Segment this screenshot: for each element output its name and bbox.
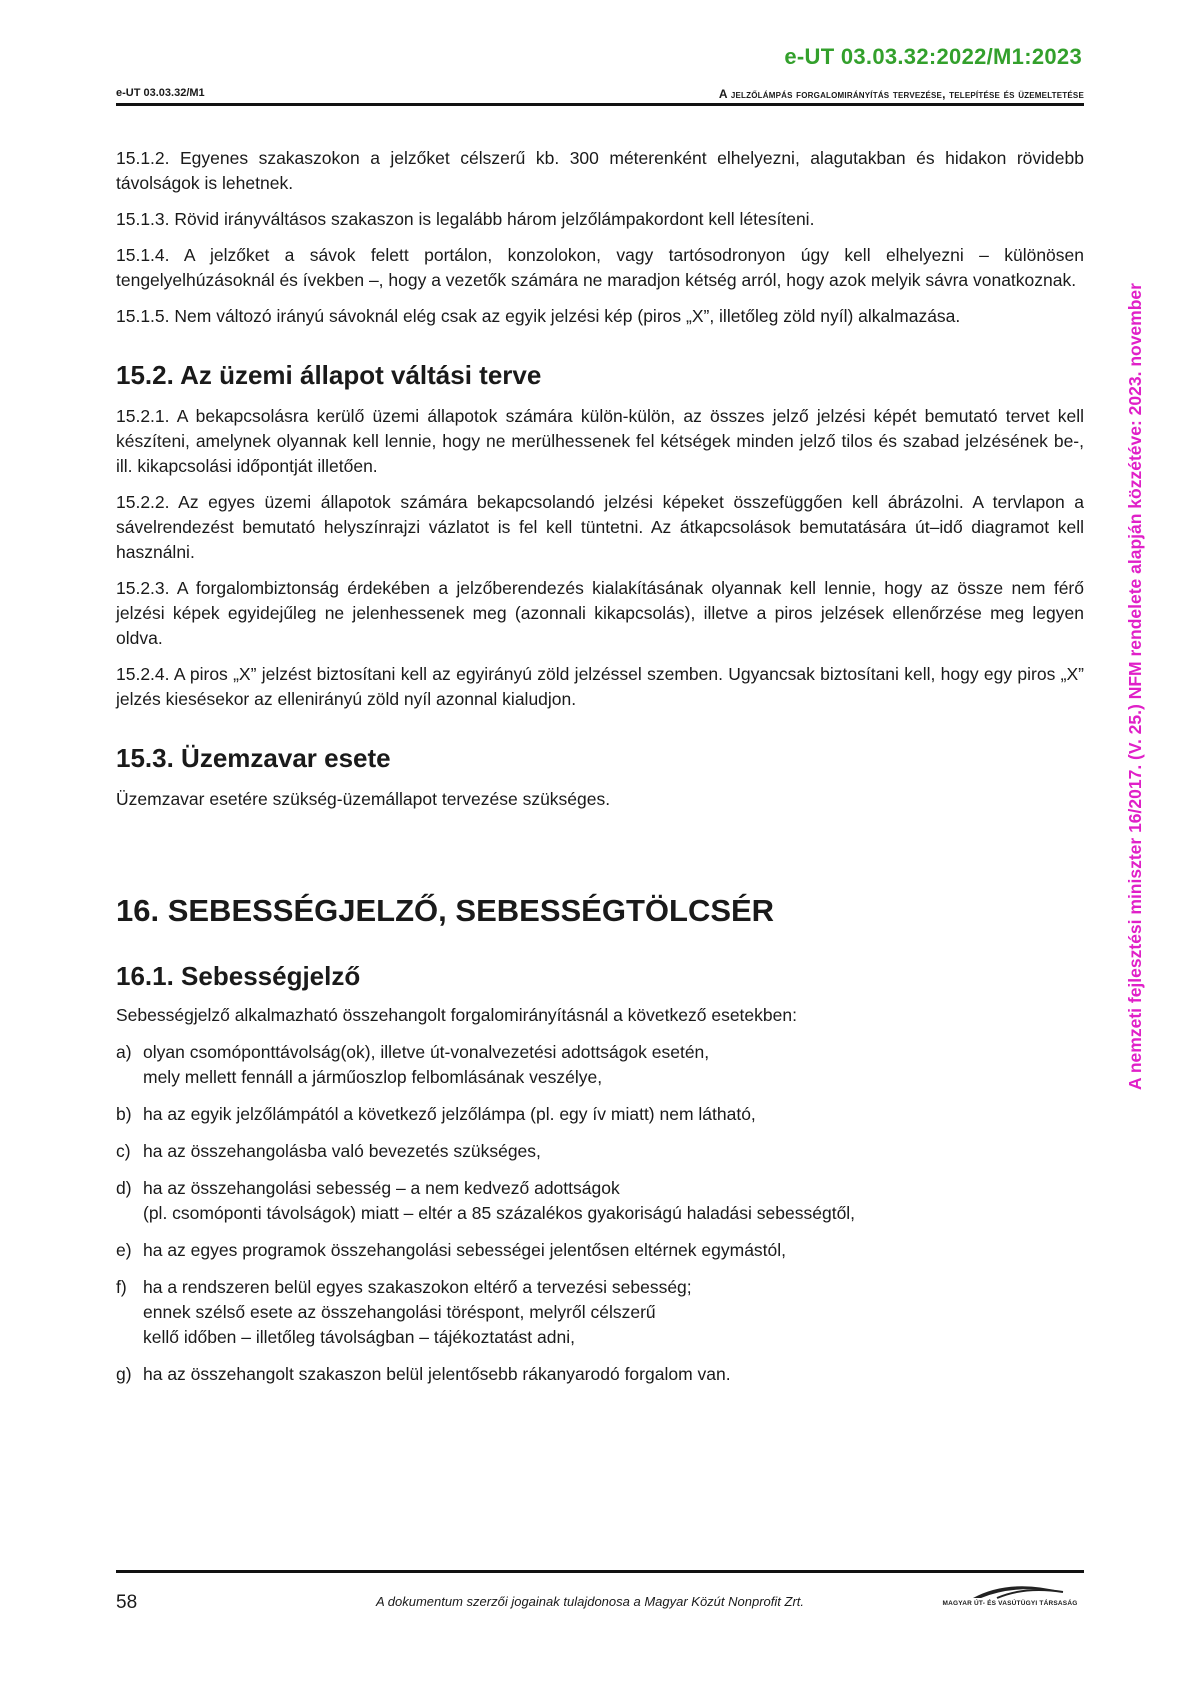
heading-16: 16. SEBESSÉGJELZŐ, SEBESSÉGTÖLCSÉR xyxy=(116,893,775,928)
page-content xyxy=(116,146,1084,1399)
running-header xyxy=(116,85,1084,106)
list-text: ha az összehangolt szakaszon belül jelentősebb rákanyarodó forgalom van. xyxy=(143,1364,731,1384)
list-marker: c) xyxy=(116,1141,131,1161)
header-left-code: e-UT 03.03.32/M1 xyxy=(116,87,205,99)
condition-list xyxy=(116,1040,1084,1387)
heading-15-3: 15.3. Üzemzavar esete xyxy=(116,743,391,773)
publisher-logo-icon xyxy=(935,1580,1085,1614)
list-text: ha az egyik jelzőlámpától a következő jelzőlámpa (pl. egy ív miatt) nem látható, xyxy=(143,1104,756,1124)
paragraph-15-3: Üzemzavar esetére szükség-üzemállapot tervezése szükséges. xyxy=(116,789,611,809)
side-publication-note: A nemzeti fejlesztési miniszter 16/2017. (V. 25.) NFM rendelete alapján közzétéve: 2023. november xyxy=(1125,283,1145,1090)
page-number: 58 xyxy=(116,1592,138,1613)
list-marker: b) xyxy=(116,1104,132,1124)
list-item xyxy=(116,1139,1084,1164)
list-item xyxy=(116,1040,1084,1090)
heading-16-1: 16.1. Sebességjelző xyxy=(116,961,361,991)
paragraph-15-1-4: 15.1.4. A jelzőket a sávok felett portálon, konzolokon, vagy tartósodronyon úgy kell elhelyezni – különösen tengelyelhúzásoknál és ívekben –, hogy a vezetők számára ne maradjon kétség arról, hogy azok melyik sávra vonatkoznak. xyxy=(116,245,1084,290)
paragraph-15-2-2: 15.2.2. Az egyes üzemi állapotok számára bekapcsolandó jelzési képeket összefüggően kell ábrázolni. A tervlapon a sávelrendezést bemutató helyszínrajzi vázlatot is fel kell tüntetni. Az átkapcsolások bemutatására út–idő diagramot kell használni. xyxy=(116,492,1084,562)
list-item xyxy=(116,1102,1084,1127)
paragraph-15-1-3: 15.1.3. Rövid irányváltásos szakaszon is legalább három jelzőlámpakordont kell létesíteni. xyxy=(116,209,815,229)
list-text: ha a rendszeren belül egyes szakaszokon eltérő a tervezési sebesség; ennek szélső esete az összehangolási töréspont, melyről célszerű kellő időben – illetőleg távolságban – tájékoztatást adni, xyxy=(143,1277,692,1347)
paragraph-15-2-3: 15.2.3. A forgalombiztonság érdekében a jelzőberendezés kialakításának olyannak kell lennie, hogy az össze nem férő jelzési képek egyidejűleg ne jelenhessenek meg (azonnali kikapcsolás), illetve a piros jelzések ellenőrzése meg legyen oldva. xyxy=(116,578,1084,648)
list-text: ha az egyes programok összehangolási sebességei jelentősen eltérnek egymástól, xyxy=(143,1240,787,1260)
paragraph-15-1-5: 15.1.5. Nem változó irányú sávoknál elég csak az egyik jelzési kép (piros „X”, illetőleg zöld nyíl) alkalmazása. xyxy=(116,306,961,326)
paragraph-15-2-1: 15.2.1. A bekapcsolásra kerülő üzemi állapotok számára külön-külön, az összes jelző jelzési képét bemutató tervet kell készíteni, amelynek olyannak kell lennie, hogy ne merülhessenek fel kétségek minden jelző tilos és szabad jelzésének be-, ill. kikapcsolási időpontját illetően. xyxy=(116,406,1084,476)
list-marker: e) xyxy=(116,1240,132,1260)
list-item xyxy=(116,1275,1084,1350)
document-code: e-UT 03.03.32:2022/M1:2023 xyxy=(784,44,1082,69)
list-item xyxy=(116,1238,1084,1263)
list-marker: f) xyxy=(116,1277,127,1297)
paragraph-15-1-2: 15.1.2. Egyenes szakaszokon a jelzőket célszerű kb. 300 méterenként elhelyezni, alagutakban és hidakon rövidebb távolságok is lehetnek. xyxy=(116,148,1084,193)
list-item xyxy=(116,1362,1084,1387)
list-marker: a) xyxy=(116,1042,132,1062)
list-marker: d) xyxy=(116,1178,132,1198)
list-text: olyan csomóponttávolság(ok), illetve út-vonalvezetési adottságok esetén, mely mellett fennáll a járműoszlop felbomlásának veszélye, xyxy=(143,1042,710,1087)
paragraph-15-2-4: 15.2.4. A piros „X” jelzést biztosítani kell az egyirányú zöld jelzéssel szemben. Ugyancsak biztosítani kell, hogy egy piros „X” jelzés kiesésekor az ellenirányú zöld nyíl azonnal kialudjon. xyxy=(116,664,1084,709)
list-text: ha az összehangolásba való bevezetés szükséges, xyxy=(143,1141,541,1161)
copyright-notice: A dokumentum szerzői jogainak tulajdonosa a Magyar Közút Nonprofit Zrt. xyxy=(375,1594,804,1609)
heading-15-2: 15.2. Az üzemi állapot váltási terve xyxy=(116,360,542,390)
list-item xyxy=(116,1176,1084,1226)
footer-rule xyxy=(116,1570,1084,1573)
paragraph-16-1-intro: Sebességjelző alkalmazható összehangolt forgalomirányításnál a következő esetekben: xyxy=(116,1005,797,1025)
list-marker: g) xyxy=(116,1364,132,1384)
header-right-title: A jelzőlámpás forgalomirányítás tervezése, telepítése és üzemeltetése xyxy=(718,87,1084,101)
publisher-logo-text: MAGYAR ÚT- ÉS VASÚTÜGYI TÁRSASÁG xyxy=(942,1600,1078,1607)
list-text: ha az összehangolási sebesség – a nem kedvező adottságok (pl. csomóponti távolságok) miatt – eltér a 85 százalékos gyakoriságú haladási sebességtől, xyxy=(143,1178,856,1223)
